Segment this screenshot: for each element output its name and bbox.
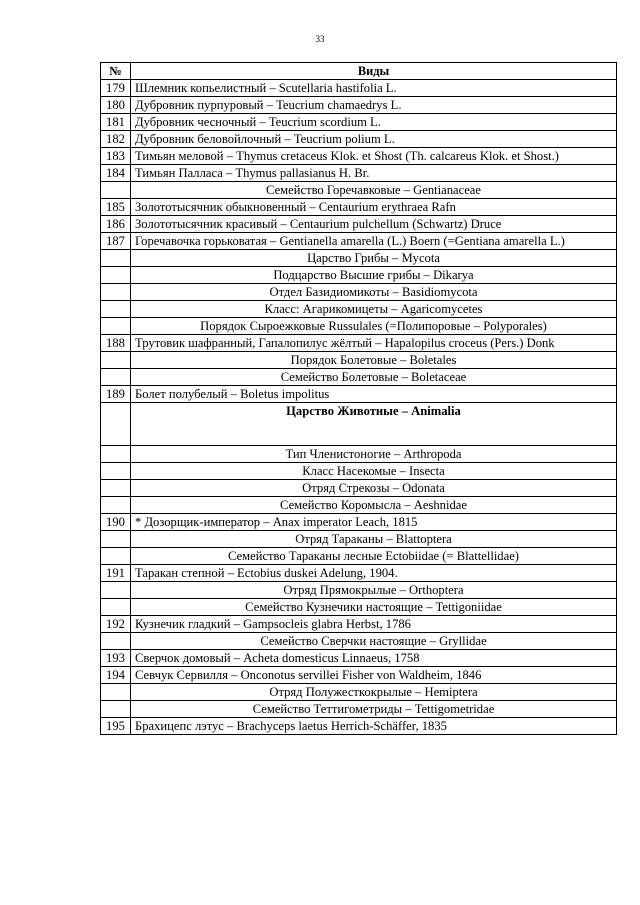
row-number — [101, 497, 131, 514]
species-name: Золототысячник обыкновенный – Centaurium erythraea Rafn — [131, 199, 617, 216]
taxon-heading: Отряд Стрекозы – Odonata — [131, 480, 617, 497]
taxon-heading: Семейство Коромысла – Aeshnidae — [131, 497, 617, 514]
taxon-row — [101, 480, 617, 497]
taxon-heading: Порядок Болетовые – Boletales — [131, 352, 617, 369]
species-name: * Дозорщик-император – Anax imperator Leach, 1815 — [131, 514, 617, 531]
row-number: 189 — [101, 386, 131, 403]
row-number — [101, 582, 131, 599]
table-header-row — [101, 63, 617, 80]
species-row — [101, 80, 617, 97]
taxon-row — [101, 369, 617, 386]
row-number: 191 — [101, 565, 131, 582]
row-number — [101, 318, 131, 335]
taxon-heading: Порядок Сыроежковые Russulales (=Полипоровые – Polyporales) — [131, 318, 617, 335]
row-number: 185 — [101, 199, 131, 216]
species-name: Шлемник копьелистный – Scutellaria hastifolia L. — [131, 80, 617, 97]
taxon-row — [101, 497, 617, 514]
species-row — [101, 667, 617, 684]
taxon-heading: Отдел Базидиомикоты – Basidiomycota — [131, 284, 617, 301]
species-row — [101, 216, 617, 233]
taxon-heading: Семейство Теттигометриды – Tettigometridae — [131, 701, 617, 718]
species-name: Болет полубелый – Boletus impolitus — [131, 386, 617, 403]
species-row — [101, 148, 617, 165]
row-number: 179 — [101, 80, 131, 97]
species-row — [101, 199, 617, 216]
species-name: Таракан степной – Ectobius duskei Adelung, 1904. — [131, 565, 617, 582]
species-name: Дубровник чесночный – Teucrium scordium L. — [131, 114, 617, 131]
row-number: 186 — [101, 216, 131, 233]
species-row — [101, 114, 617, 131]
row-number — [101, 182, 131, 199]
species-name: Брахицепс лэтус – Brachyceps laetus Herrich-Schäffer, 1835 — [131, 718, 617, 735]
taxon-heading: Семейство Болетовые – Boletaceae — [131, 369, 617, 386]
page-number: 33 — [315, 34, 325, 44]
header-species: Виды — [131, 63, 617, 80]
row-number — [101, 531, 131, 548]
taxon-row — [101, 284, 617, 301]
taxon-row — [101, 684, 617, 701]
taxon-row — [101, 633, 617, 650]
species-row — [101, 565, 617, 582]
taxon-heading: Царство Животные – Animalia — [131, 403, 617, 446]
row-number: 194 — [101, 667, 131, 684]
taxon-row — [101, 267, 617, 284]
species-table — [100, 62, 617, 735]
row-number — [101, 284, 131, 301]
taxon-row — [101, 599, 617, 616]
species-name: Сверчок домовый – Acheta domesticus Linnaeus, 1758 — [131, 650, 617, 667]
row-number — [101, 403, 131, 446]
taxon-heading: Семейство Сверчки настоящие – Gryllidae — [131, 633, 617, 650]
taxon-heading: Отряд Прямокрылые – Orthoptera — [131, 582, 617, 599]
row-number: 184 — [101, 165, 131, 182]
row-number: 195 — [101, 718, 131, 735]
row-number — [101, 446, 131, 463]
row-number — [101, 701, 131, 718]
species-name: Золототысячник красивый – Centaurium pulchellum (Schwartz) Druce — [131, 216, 617, 233]
row-number — [101, 301, 131, 318]
row-number: 193 — [101, 650, 131, 667]
taxon-row — [101, 701, 617, 718]
row-number: 188 — [101, 335, 131, 352]
taxon-heading: Царство Грибы – Mycota — [131, 250, 617, 267]
species-row — [101, 131, 617, 148]
row-number — [101, 352, 131, 369]
row-number: 181 — [101, 114, 131, 131]
row-number: 187 — [101, 233, 131, 250]
taxon-row — [101, 531, 617, 548]
taxon-row — [101, 446, 617, 463]
row-number: 182 — [101, 131, 131, 148]
species-row — [101, 650, 617, 667]
species-name: Дубровник пурпуровый – Teucrium chamaedrys L. — [131, 97, 617, 114]
row-number — [101, 267, 131, 284]
row-number — [101, 250, 131, 267]
taxon-heading: Семейство Кузнечики настоящие – Tettigoniidae — [131, 599, 617, 616]
kingdom-row — [101, 403, 617, 446]
row-number — [101, 684, 131, 701]
species-name: Трутовик шафранный, Гапалопилус жёлтый – Hapalopilus croceus (Pers.) Donk — [131, 335, 617, 352]
taxon-row — [101, 182, 617, 199]
row-number — [101, 369, 131, 386]
row-number: 190 — [101, 514, 131, 531]
row-number — [101, 633, 131, 650]
taxon-heading: Семейство Тараканы лесные Ectobiidae (= Blattellidae) — [131, 548, 617, 565]
row-number: 192 — [101, 616, 131, 633]
species-row — [101, 233, 617, 250]
species-row — [101, 718, 617, 735]
row-number — [101, 548, 131, 565]
taxon-heading: Тип Членистоногие – Arthropoda — [131, 446, 617, 463]
taxon-heading: Подцарство Высшие грибы – Dikarya — [131, 267, 617, 284]
row-number — [101, 599, 131, 616]
species-row — [101, 165, 617, 182]
row-number: 183 — [101, 148, 131, 165]
row-number — [101, 480, 131, 497]
taxon-heading: Класс: Агарикомицеты – Agaricomycetes — [131, 301, 617, 318]
taxon-row — [101, 250, 617, 267]
taxon-heading: Отряд Полужесткокрылые – Hemiptera — [131, 684, 617, 701]
species-row — [101, 616, 617, 633]
taxon-row — [101, 318, 617, 335]
species-name: Тимьян меловой – Thymus cretaceus Klok. et Shost (Th. calcareus Klok. et Shost.) — [131, 148, 617, 165]
taxon-row — [101, 582, 617, 599]
species-name: Кузнечик гладкий – Gampsocleis glabra Herbst, 1786 — [131, 616, 617, 633]
taxon-row — [101, 301, 617, 318]
species-row — [101, 514, 617, 531]
species-name: Дубровник беловойлочный – Teucrium polium L. — [131, 131, 617, 148]
header-number: № — [101, 63, 131, 80]
species-name: Севчук Сервилля – Onconotus servillei Fisher von Waldheim, 1846 — [131, 667, 617, 684]
taxon-heading: Отряд Тараканы – Blattoptera — [131, 531, 617, 548]
species-row — [101, 386, 617, 403]
species-row — [101, 97, 617, 114]
taxon-heading: Класс Насекомые – Insecta — [131, 463, 617, 480]
species-name: Горечавочка горьковатая – Gentianella amarella (L.) Boern (=Gentiana amarella L.) — [131, 233, 617, 250]
taxon-row — [101, 548, 617, 565]
taxon-row — [101, 463, 617, 480]
table-body — [101, 80, 617, 735]
taxon-heading: Семейство Горечавковые – Gentianaceae — [131, 182, 617, 199]
species-row — [101, 335, 617, 352]
taxon-row — [101, 352, 617, 369]
row-number — [101, 463, 131, 480]
row-number: 180 — [101, 97, 131, 114]
species-name: Тимьян Палласа – Thymus pallasianus H. Br. — [131, 165, 617, 182]
